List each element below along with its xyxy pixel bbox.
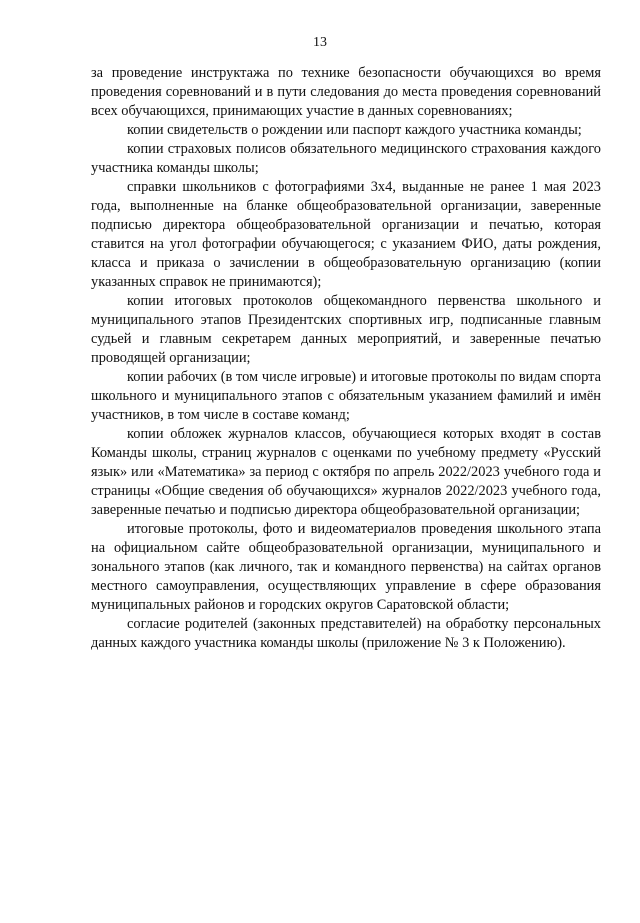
paragraph-final-protocols-media: итоговые протоколы, фото и видеоматериалов проведения школьного этапа на официальном сайте общеобразовательной организации, муниципального и зонального этапов (как личного, так и командного первенства) на сайтах органов местного самоуправления, осуществляющих управление в сфере образования муниципальных районов и городских округов Саратовской области; — [91, 521, 601, 613]
paragraph-class-journals: копии обложек журналов классов, обучающиеся которых входят в состав Команды школы, страниц журналов с оценками по учебному предмету «Русский язык» или «Математика» за период с октября по апрель 2022/2023 учебного года и страницы «Общие сведения об обучающихся» журналов 2022/2023 учебного года, заверенные печатью и подписью директора общеобразовательной организации; — [91, 426, 601, 518]
paragraph-working-protocols: копии рабочих (в том числе игровые) и итоговые протоколы по видам спорта школьного и муниципального этапов с обязательным указанием фамилий и имён участников, в том числе в составе команд; — [91, 369, 601, 423]
paragraph-parental-consent: согласие родителей (законных представителей) на обработку персональных данных каждого участника команды школы (приложение № 3 к Положению). — [91, 616, 601, 651]
paragraph-safety-briefing: за проведение инструктажа по технике безопасности обучающихся во время проведения соревнований и в пути следования до места проведения соревнований всех обучающихся, принимающих участие в данных соревнованиях; — [91, 65, 601, 119]
paragraph-birth-certificates: копии свидетельств о рождении или паспорт каждого участника команды; — [127, 122, 582, 138]
document-body — [91, 64, 601, 653]
paragraph-school-certificates: справки школьников с фотографиями 3х4, выданные не ранее 1 мая 2023 года, выполненные на бланке общеобразовательной организации, заверенные подписью директора общеобразовательной организации и печатью, которая ставится на угол фотографии обучающегося; с указанием ФИО, даты рождения, класса и приказа о зачислении в общеобразовательную организацию (копии указанных справок не принимаются); — [91, 179, 601, 290]
paragraph-insurance-policies: копии страховых полисов обязательного медицинского страхования каждого участника команды школы; — [91, 141, 601, 176]
paragraph-team-protocols: копии итоговых протоколов общекомандного первенства школьного и муниципального этапов Президентских спортивных игр, подписанные главным судьей и главным секретарем данных мероприятий, и заверенные печатью проводящей организации; — [91, 293, 601, 366]
page-number: 13 — [313, 35, 327, 50]
